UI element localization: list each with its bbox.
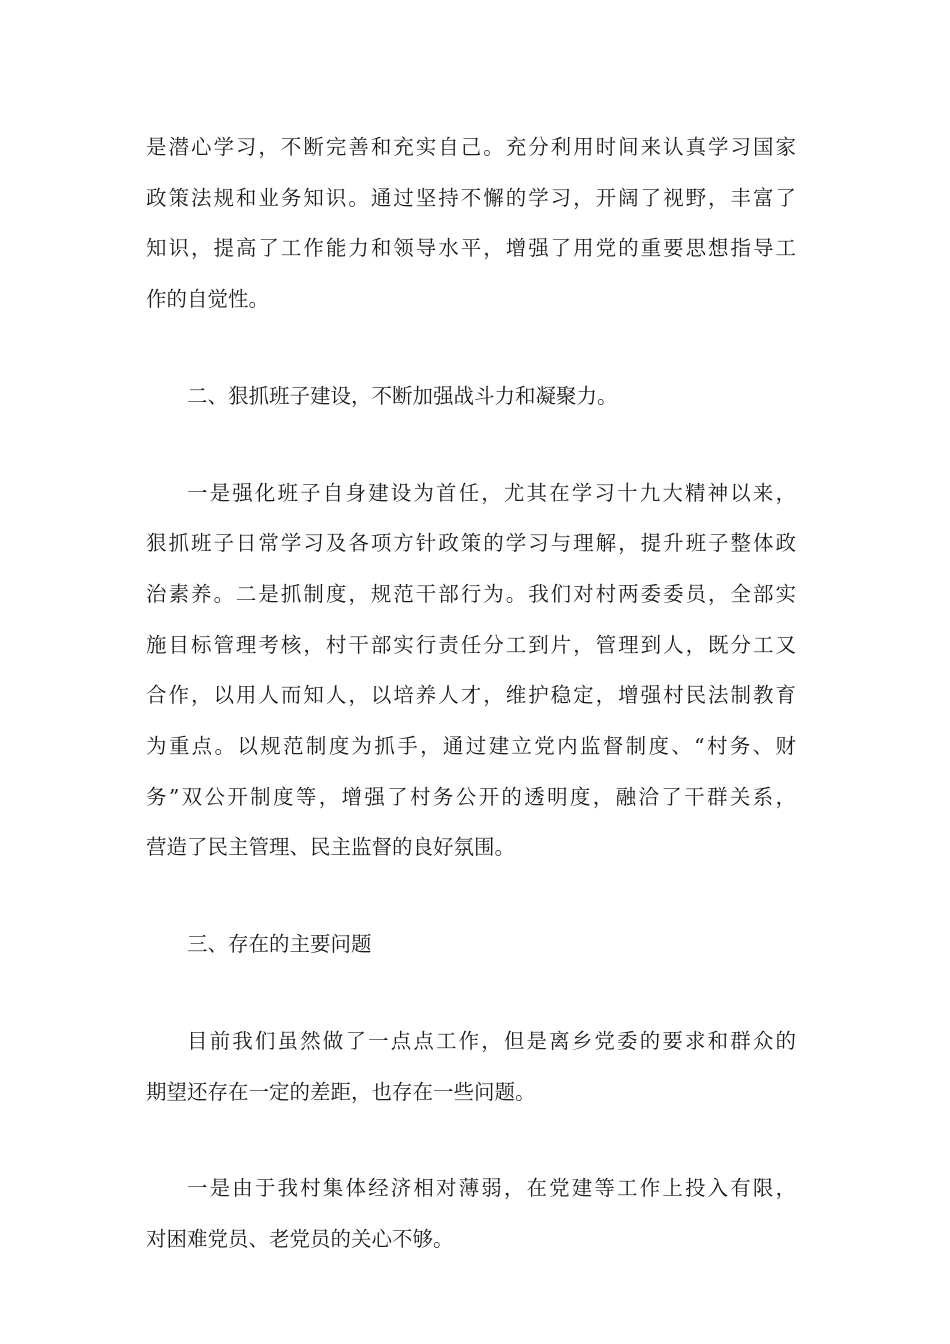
section-heading-main-problems [146,919,796,970]
heading-text: 三、存在的主要问题 [187,932,372,957]
text-line: 对困难党员、老党员的关心不够。 [146,1226,454,1251]
document-body [146,122,796,1265]
paragraph-problem-one [146,1163,796,1264]
text-line: 狠抓班子日常学习及各项方针政策的学习与理解，提升班子整体政 [146,531,796,556]
text-line: 目前我们虽然做了一点点工作，但是离乡党委的要求和群众的 [187,1028,796,1053]
text-line: 务”双公开制度等，增强了村务公开的透明度，融洽了干群关系， [146,784,796,809]
paragraph-gap [146,873,796,919]
text-line: 期望还存在一定的差距，也存在一些问题。 [146,1079,536,1104]
text-line: 为重点。以规范制度为抓手，通过建立党内监督制度、“村务、财 [146,734,796,759]
text-line: 一是由于我村集体经济相对薄弱，在党建等工作上投入有限， [187,1176,796,1201]
section-heading-team-building [146,371,796,422]
paragraph-gap [146,422,796,468]
text-line: 政策法规和业务知识。通过坚持不懈的学习，开阔了视野，丰富了 [146,185,796,210]
paragraph-problems-intro [146,1016,796,1117]
paragraph-team-building [146,468,796,874]
text-line: 一是强化班子自身建设为首任，尤其在学习十九大精神以来， [187,480,796,505]
paragraph-gap [146,970,796,1016]
text-line: 作的自觉性。 [146,287,269,312]
text-line: 营造了民主管理、民主监督的良好氛围。 [146,835,515,860]
text-line: 知识，提高了工作能力和领导水平，增强了用党的重要思想指导工 [146,236,796,261]
paragraph-gap [146,325,796,371]
text-line: 是潜心学习，不断完善和充实自己。充分利用时间来认真学习国家 [146,135,796,159]
heading-text: 二、狠抓班子建设，不断加强战斗力和凝聚力。 [187,383,618,408]
text-line: 治素养。二是抓制度，规范干部行为。我们对村两委委员，全部实 [146,581,796,606]
text-line: 施目标管理考核，村干部实行责任分工到片，管理到人，既分工又 [146,632,796,657]
paragraph-study [146,122,796,325]
paragraph-gap [146,1117,796,1163]
text-line: 合作，以用人而知人，以培养人才，维护稳定，增强村民法制教育 [146,683,796,708]
